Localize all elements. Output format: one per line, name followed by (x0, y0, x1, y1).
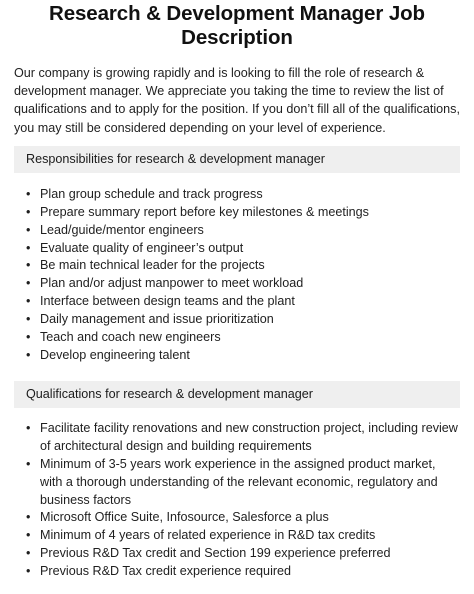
list-item-text: Lead/guide/mentor engineers (40, 222, 204, 237)
list-item (24, 204, 460, 222)
list-item-text: Develop engineering talent (40, 347, 190, 362)
bullet-icon: • (26, 546, 31, 561)
list-item (24, 186, 460, 204)
intro-paragraph: Our company is growing rapidly and is looking to fill the role of research & development manager. We appreciate you taking the time to review the list of qualifications and to apply for the position. If you don’t fill all of the qualifications, you may still be considered depending on your level of experience. (14, 66, 460, 135)
bullet-icon: • (26, 347, 31, 362)
list-item-text: Evaluate quality of engineer’s output (40, 240, 244, 255)
bullet-icon: • (26, 240, 31, 255)
list-item (24, 545, 460, 563)
list-item (24, 293, 460, 311)
list-item-text: Previous R&D Tax credit and Section 199 experience preferred (40, 546, 391, 561)
list-item-text: Teach and coach new engineers (40, 330, 221, 345)
list-item-text: Daily management and issue prioritization (40, 312, 274, 327)
bullet-icon: • (26, 294, 31, 309)
bullet-icon: • (26, 276, 31, 291)
bullet-icon: • (26, 258, 31, 273)
list-item (24, 347, 460, 365)
list-item-text: Previous R&D Tax credit experience required (40, 564, 292, 579)
bullet-icon: • (26, 510, 31, 525)
bullet-icon: • (26, 330, 31, 345)
list-item (24, 275, 460, 293)
list-item-text: Facilitate facility renovations and new construction project, including review of architectural design and building requirements (40, 420, 458, 453)
responsibilities-list (14, 186, 460, 365)
list-item (24, 222, 460, 240)
list-item (24, 257, 460, 275)
list-item-text: Be main technical leader for the projects (40, 258, 265, 273)
bullet-icon: • (26, 222, 31, 237)
list-item (24, 240, 460, 258)
bullet-icon: • (26, 312, 31, 327)
qualifications-list (14, 420, 460, 581)
list-item-text: Minimum of 4 years of related experience in R&D tax credits (40, 528, 376, 543)
bullet-icon: • (26, 186, 31, 201)
bullet-icon: • (26, 456, 31, 471)
list-item-text: Microsoft Office Suite, Infosource, Salesforce a plus (40, 510, 329, 525)
list-item (24, 311, 460, 329)
list-item (24, 509, 460, 527)
bullet-icon: • (26, 564, 31, 579)
list-item (24, 329, 460, 347)
list-item-text: Interface between design teams and the plant (40, 294, 295, 309)
list-item (24, 456, 460, 510)
list-item-text: Plan group schedule and track progress (40, 186, 263, 201)
list-item (24, 527, 460, 545)
page-title: Research & Development Manager Job Description (49, 2, 425, 49)
list-item-text: Plan and/or adjust manpower to meet workload (40, 276, 304, 291)
list-item (24, 420, 460, 456)
responsibilities-heading: Responsibilities for research & development manager (14, 146, 460, 173)
list-item-text: Prepare summary report before key milestones & meetings (40, 204, 369, 219)
list-item (24, 563, 460, 581)
bullet-icon: • (26, 528, 31, 543)
bullet-icon: • (26, 204, 31, 219)
bullet-icon: • (26, 420, 31, 435)
list-item-text: Minimum of 3-5 years work experience in the assigned product market, with a thorough understanding of the relevant economic, regulatory and business factors (40, 456, 438, 507)
qualifications-heading: Qualifications for research & development manager (14, 381, 460, 408)
